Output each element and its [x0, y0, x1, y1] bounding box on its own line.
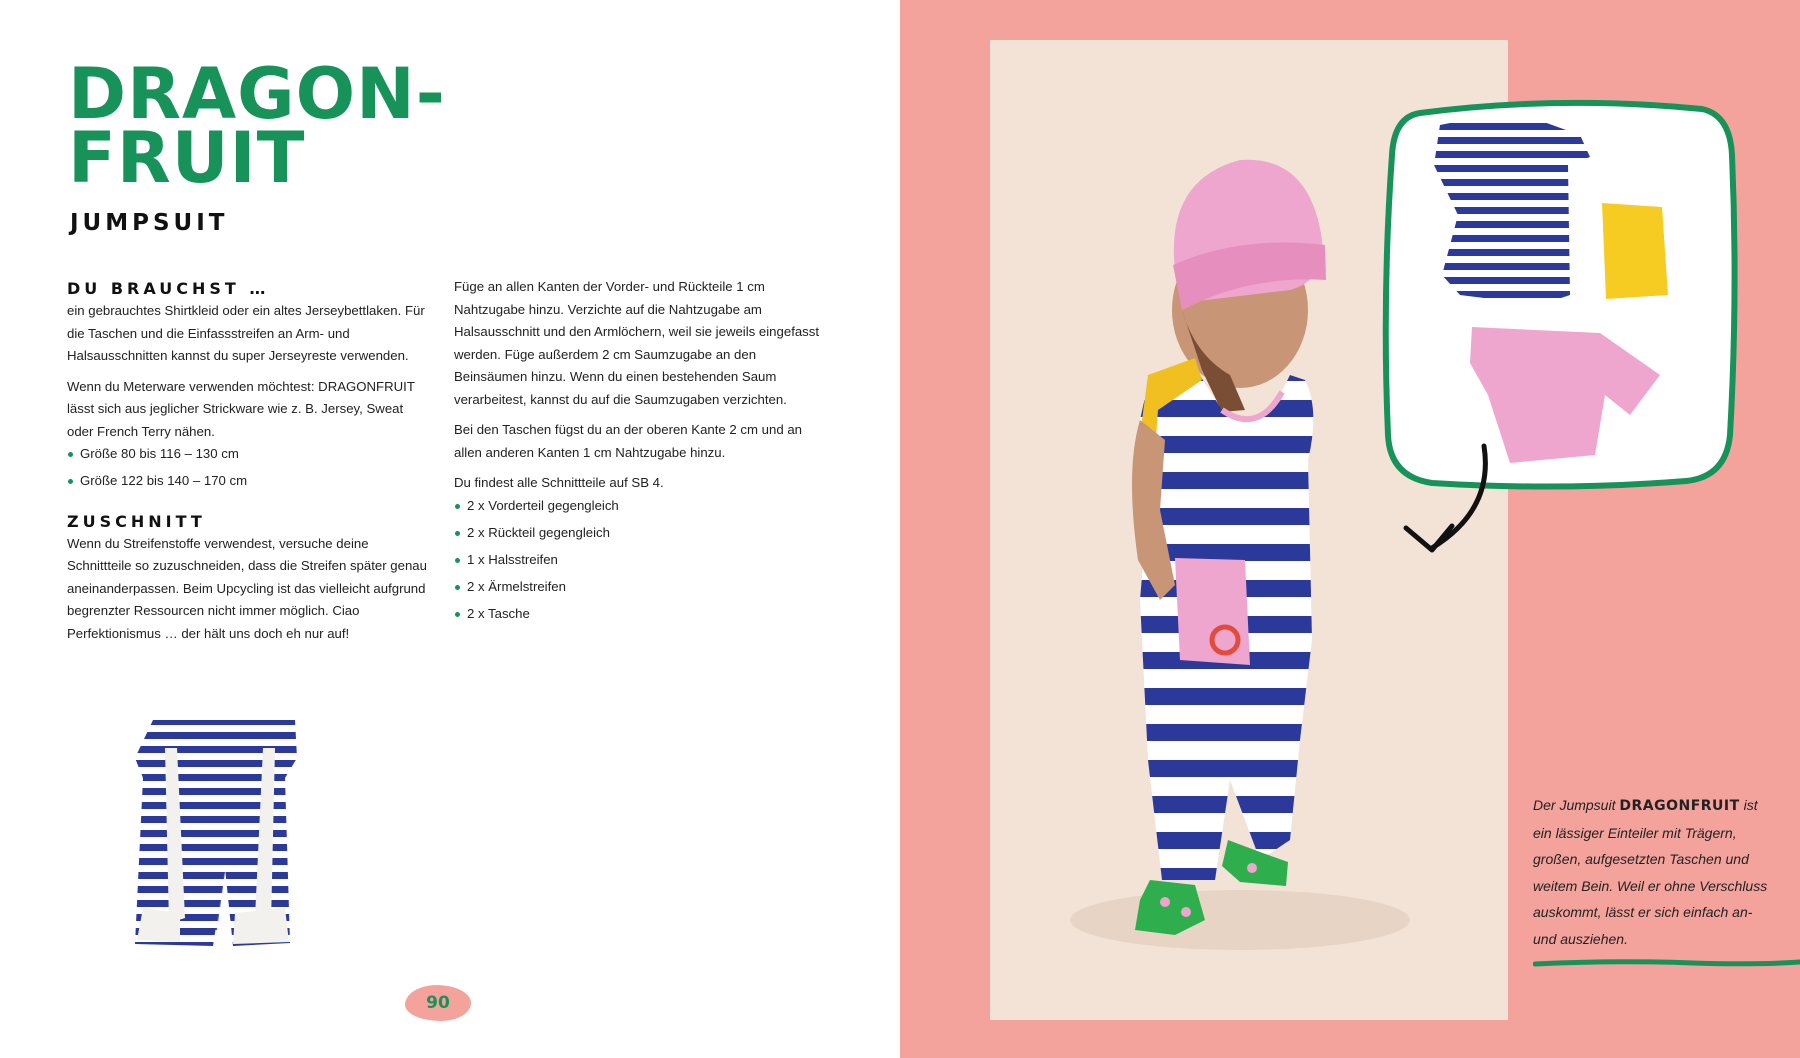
- pattern-piece-item: 1 x Halsstreifen: [454, 549, 829, 572]
- seam-allowance-paragraph: Füge an allen Kanten der Vorder- und Rückteile 1 cm Nahtzugabe hinzu. Verzichte auf die Nahtzugabe am Halsausschnitt und den Armlöchern, weil sie jeweils eingefasst werden. Füge außerdem 2 cm Saumzugabe an den Beinsäumen hinzu. Wenn du einen bestehenden Saum verarbeitest, kannst du auf die Saumzugaben verzichten.: [454, 279, 820, 407]
- curved-arrow-icon: [1392, 440, 1502, 570]
- size-list: [67, 443, 432, 493]
- du-brauchst-heading: DU BRAUCHST …: [67, 279, 270, 298]
- title-line-2: FRUIT: [68, 117, 306, 199]
- pocket-paragraph: Bei den Taschen fügst du an der oberen Kante 2 cm und an allen anderen Kanten 1 cm Nahtzugabe hinzu.: [454, 422, 803, 460]
- zuschnitt-heading: ZUSCHNITT: [67, 511, 206, 531]
- cut-pattern-pieces-photo: [125, 718, 310, 953]
- page-number: 90: [426, 993, 450, 1013]
- photo-caption: [1533, 792, 1778, 952]
- pattern-piece-item: 2 x Tasche: [454, 603, 829, 626]
- du-brauchst-paragraph-1: ein gebrauchtes Shirtkleid oder ein altes Jerseybettlaken. Für die Taschen und die Einfassstreifen an Arm- und Halsausschnitten kannst du super Jerseyreste verwenden.: [67, 303, 425, 363]
- text-column-2: [454, 276, 829, 635]
- pattern-piece-item: 2 x Ärmelstreifen: [454, 576, 829, 599]
- caption-prefix: Der Jumpsuit: [1533, 797, 1616, 813]
- page-number-badge: [405, 985, 471, 1021]
- size-item: Größe 122 bis 140 – 170 cm: [67, 470, 432, 493]
- caption-product-name: DRAGONFRUIT: [1619, 798, 1740, 814]
- size-item: Größe 80 bis 116 – 130 cm: [67, 443, 432, 466]
- pattern-piece-item: 2 x Rückteil gegengleich: [454, 522, 829, 545]
- title-line-1: DRAGON-: [68, 53, 446, 135]
- pattern-piece-item: 2 x Vorderteil gegengleich: [454, 495, 829, 518]
- pattern-sheet-paragraph: Du findest alle Schnittteile auf SB 4.: [454, 475, 664, 490]
- page-subtitle: JUMPSUIT: [70, 210, 229, 236]
- source-garments-inset: [1380, 95, 1740, 495]
- pattern-pieces-list: [454, 495, 829, 626]
- caption-underline: [1533, 958, 1800, 968]
- text-column-1: [67, 278, 432, 653]
- zuschnitt-paragraph: Wenn du Streifenstoffe verwendest, versuche deine Schnittteile so zuzuschneiden, dass die Streifen später genau aneinanderpassen. Beim Upcycling ist das vielleicht aufgrund begrenzter Ressourcen nicht immer möglich. Ciao Perfektionismus … der hält uns doch eh nur auf!: [67, 535, 427, 641]
- page-title: [68, 53, 446, 199]
- du-brauchst-paragraph-2: Wenn du Meterware verwenden möchtest: DRAGONFRUIT lässt sich aus jeglicher Strickware wie z. B. Jersey, Sweat oder French Terry nähen.: [67, 378, 415, 439]
- caption-text: ist ein lässiger Einteiler mit Trägern, großen, aufgesetzten Taschen und weitem Bein. Weil er ohne Verschluss auskommt, lässt er sich einfach an- und ausziehen.: [1533, 797, 1768, 947]
